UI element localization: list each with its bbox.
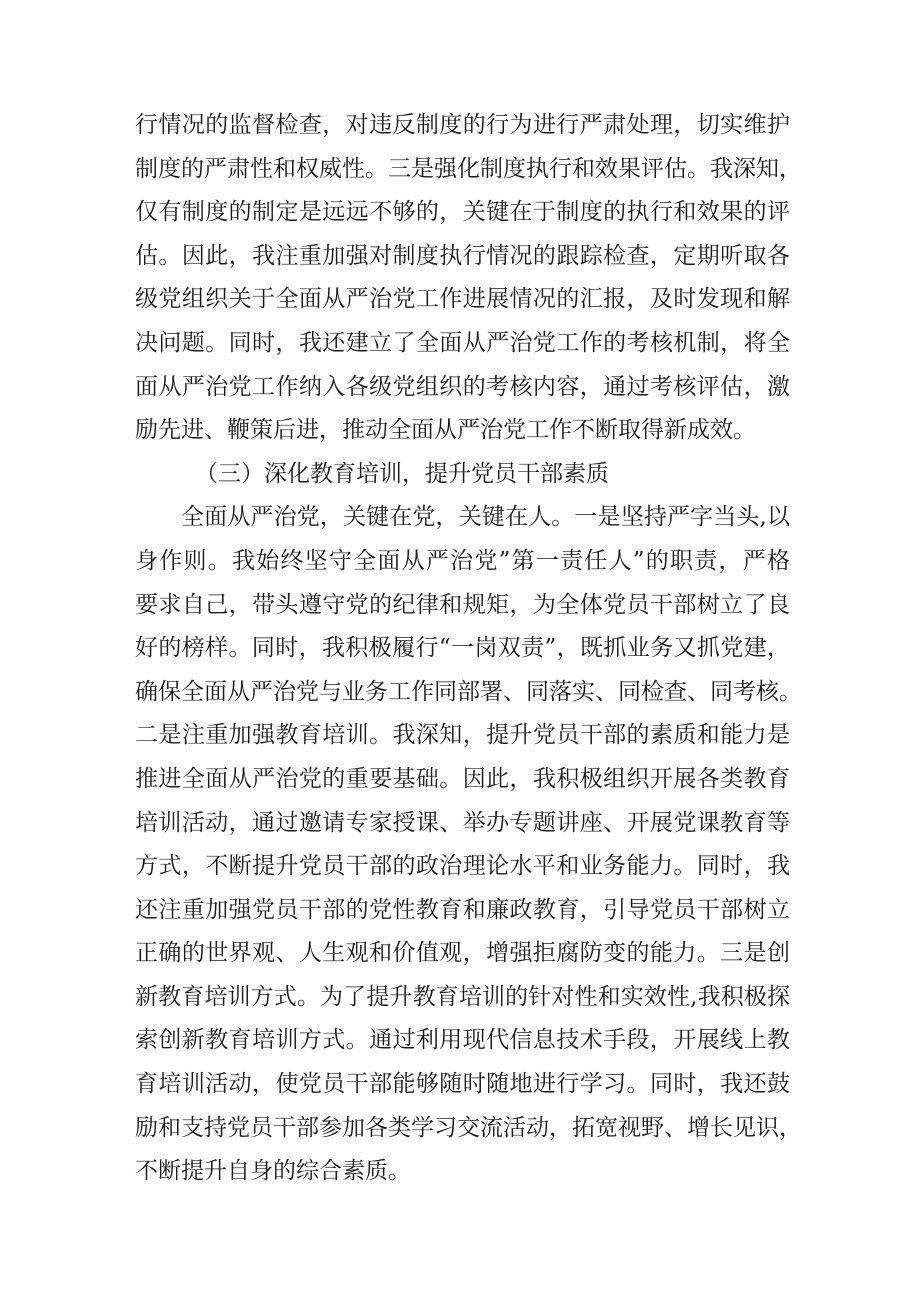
paragraph-line: 制度的严肃性和权威性。三是强化制度执行和效果评估。我深知， — [135, 155, 802, 182]
paragraph-line: 方式，不断提升党员干部的政治理论水平和业务能力。同时，我 — [135, 853, 790, 880]
section-heading: （三）深化教育培训，提升党员干部素质 — [195, 460, 609, 487]
paragraph-line: 不断提升自身的综合素质。 — [135, 1158, 411, 1185]
paragraph-line: 正确的世界观、人生观和价值观，增强拒腐防变的能力。三是创 — [135, 940, 790, 967]
paragraph-line: 二是注重加强教育培训。我深知，提升党员干部的素质和能力是 — [135, 722, 790, 749]
paragraph-line: 育培训活动，使党员干部能够随时随地进行学习。同时，我还鼓 — [135, 1071, 790, 1098]
paragraph-line: 全面从严治党，关键在党，关键在人。一是坚持严字当头,以 — [181, 504, 790, 531]
paragraph-line: 新教育培训方式。为了提升教育培训的针对性和实效性,我积极探 — [135, 983, 790, 1010]
paragraph-line: 励先进、鞭策后进，推动全面从严治党工作不断取得新成效。 — [135, 417, 756, 444]
paragraph-line: 培训活动，通过邀请专家授课、举办专题讲座、开展党课教育等 — [135, 809, 790, 836]
paragraph-line: 好的榜样。同时，我积极履行“一岗双责”，既抓业务又抓党建， — [135, 635, 790, 662]
paragraph-line: 还注重加强党员干部的党性教育和廉政教育，引导党员干部树立 — [135, 896, 790, 923]
document-body — [135, 104, 802, 1194]
paragraph-line: 仅有制度的制定是远远不够的，关键在于制度的执行和效果的评 — [135, 199, 790, 226]
paragraph-line: 推进全面从严治党的重要基础。因此，我积极组织开展各类教育 — [135, 765, 790, 792]
paragraph-line: 行情况的监督检查，对违反制度的行为进行严肃处理，切实维护 — [135, 112, 790, 138]
paragraph-line: 励和支持党员干部参加各类学习交流活动，拓宽视野、增长见识， — [135, 1114, 802, 1141]
paragraph-line: 要求自己，带头遵守党的纪律和规矩，为全体党员干部树立了良 — [135, 591, 790, 618]
paragraph-line: 决问题。同时，我还建立了全面从严治党工作的考核机制，将全 — [135, 329, 790, 356]
paragraph-line: 面从严治党工作纳入各级党组织的考核内容，通过考核评估，激 — [135, 373, 790, 400]
paragraph-line: 估。因此，我注重加强对制度执行情况的跟踪检查，定期听取各 — [135, 242, 790, 269]
paragraph-line: 索创新教育培训方式。通过利用现代信息技术手段，开展线上教 — [135, 1027, 790, 1054]
paragraph-line: 身作则。我始终坚守全面从严治党”第一责任人”的职责，严格 — [135, 547, 790, 574]
paragraph-line: 级党组织关于全面从严治党工作进展情况的汇报，及时发现和解 — [135, 286, 790, 313]
paragraph-line: 确保全面从严治党与业务工作同部署、同落实、同检查、同考核。 — [135, 678, 802, 705]
